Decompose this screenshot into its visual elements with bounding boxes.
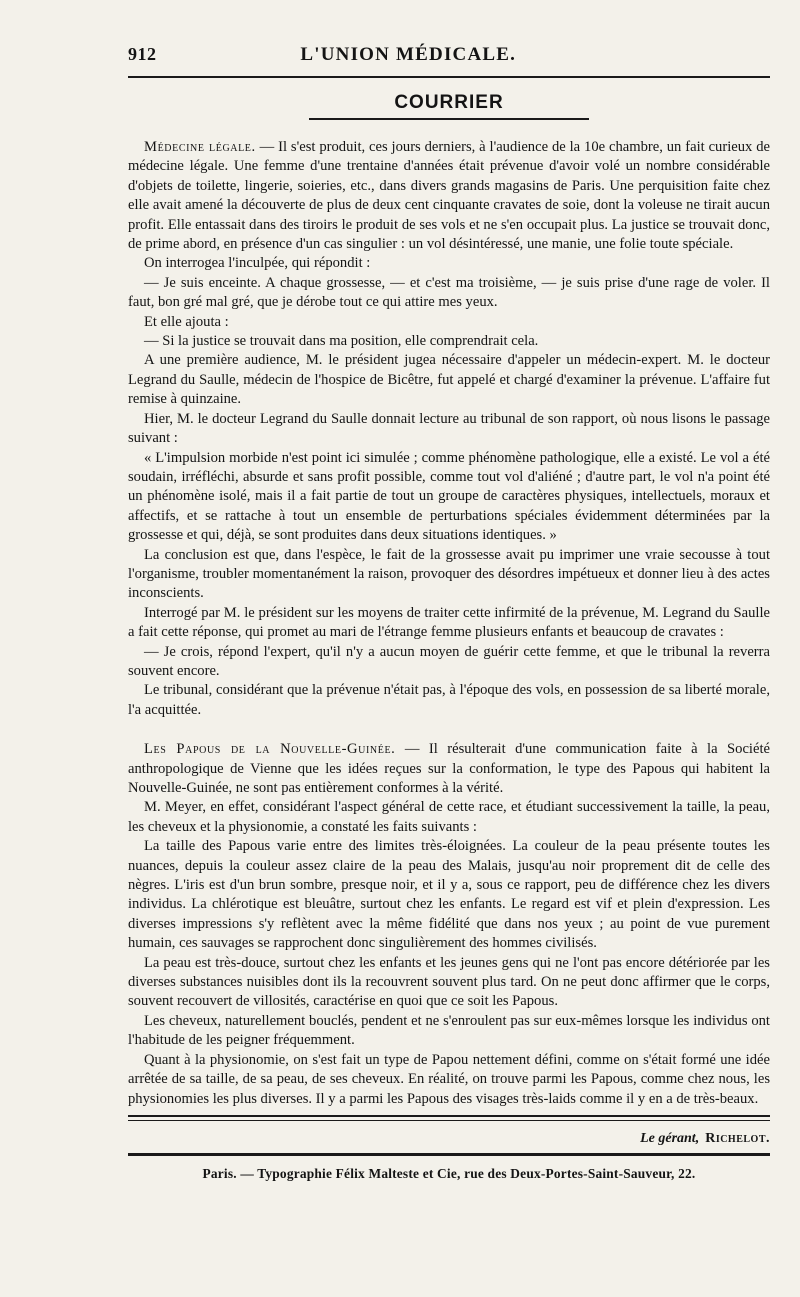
page-header bbox=[128, 44, 770, 74]
paragraph: — Si la justice se trouvait dans ma position, elle comprendrait cela. bbox=[144, 333, 539, 350]
paragraph-text: — Il s'est produit, ces jours derniers, à l'audience de la 10e chambre, un fait curieux de médecine légale. Une femme d'une trentaine d'années était prévenue d'avoir volé un nombre considérable d'objets de toilette, lingerie, soieries, etc., dans divers grands magasins de Paris. Une perquisition faite chez elle avait amené la découverte de plus de deux cent cinquante cravates de soie, dont la voleuse ne tirait aucun profit. Elle entassait dans des tiroirs le produit de ses vols et ne s'en occupait plus. La justice se trouvait donc, de prime abord, en présence d'un cas singulier : un vol désintéressé, une manie, une folie toute spéciale. bbox=[128, 139, 770, 253]
paragraph: Les cheveux, naturellement bouclés, pendent et ne s'enroulent pas sur eux-mêmes lorsque les individus ont l'habitude de les peigner fréquemment. bbox=[128, 1012, 770, 1049]
paragraph: — Je crois, répond l'expert, qu'il n'y a aucun moyen de guérir cette femme, et que le tribunal la reverra souvent encore. bbox=[128, 643, 770, 679]
paragraph: A une première audience, M. le président jugea nécessaire d'appeler un médecin-expert. M. le docteur Legrand du Saulle, médecin de l'hospice de Bicêtre, fut appelé et chargé d'examiner la prévenue. L'affaire fut remise à quinzaine. bbox=[128, 352, 770, 408]
title-rule bbox=[309, 118, 589, 120]
paragraph: Quant à la physionomie, on s'est fait un type de Papou nettement défini, comme on s'était formé une idée arrêtée de sa taille, de sa peau, de ses cheveux. En réalité, on trouve parmi les Papous, comme chez nous, les physionomies les plus diverses. Il y a parmi les Papous des visages très-laids comme il y en a de très-beaux. bbox=[128, 1051, 770, 1107]
paragraph: La taille des Papous varie entre des limites très-éloignées. La couleur de la peau présente toutes les nuances, depuis la couleur assez claire de la peau des Malais, jusqu'au noir proprement dit de celle des nègres. L'iris est d'un brun sombre, presque noir, et il y a, sous ce rapport, peu de différence chez les divers individus. La chlérotique est bleuâtre, surtout chez les enfants. Le regard est vif et plein d'expression. Les diverses impressions s'y reflètent avec la même fidélité que dans nos yeux ; au point de vue purement humain, ces sauvages se rapprochent donc singulièrement des hommes civilisés. bbox=[128, 838, 770, 952]
article-body bbox=[128, 138, 770, 1109]
journal-title: L'UNION MÉDICALE. bbox=[300, 44, 517, 65]
section-title: COURRIER bbox=[394, 92, 504, 113]
imprint-rule bbox=[128, 1153, 770, 1156]
paragraph: Le tribunal, considérant que la prévenue n'était pas, à l'époque des vols, en possession de sa liberté morale, l'a acquittée. bbox=[128, 682, 770, 718]
paragraph bbox=[128, 740, 770, 798]
paragraph: La peau est très-douce, surtout chez les enfants et les jeunes gens qui ne l'ont pas encore détériorée par les diverses substances nuisibles dont ils la recouvrent souvent plus tard. On ne peut donc affirmer que le corps, souvent recouvert de villosités, caractérise en quoi que ce soit les Papous. bbox=[128, 954, 770, 1010]
gerant-name: Richelot. bbox=[705, 1130, 770, 1146]
quoted-report: « L'impulsion morbide n'est point ici simulée ; comme phénomène pathologique, elle a existé. Le vol a été soudain, irréfléchi, absurde et sans profit possible, comme tout vol d'aliéné ; d'autre part, le vol n'a point été un phénomène isolé, mais il a fait partie de tout un groupe de caractères physiques, intellectuels, moraux et affectifs, et se rattache à tout un ensemble de perturbations spéciales évidemment déterminées par la grossesse et qui, déjà, se sont produites dans deux situations identiques. » bbox=[128, 449, 770, 544]
paragraph: — Je suis enceinte. A chaque grossesse, — et c'est ma troisième, — je suis prise d'une rage de voler. Il faut, bon gré mal gré, que je dérobe tout ce qui attire mes yeux. bbox=[128, 274, 770, 311]
item-heading: Médecine légale. bbox=[144, 139, 256, 155]
end-rule bbox=[128, 1115, 770, 1117]
paragraph bbox=[128, 138, 770, 254]
header-rule bbox=[128, 76, 770, 78]
paragraph: La conclusion est que, dans l'espèce, le fait de la grossesse avait pu imprimer une vraie secousse à tout l'organisme, troubler momentanément la raison, provoquer des désordres impétueux et donner lieu à des actes inconscients. bbox=[128, 546, 770, 602]
paragraph: Interrogé par M. le président sur les moyens de traiter cette infirmité de la prévenue, M. Legrand du Saulle a fait cette réponse, qui promet au mari de l'étrange femme plusieurs enfants et beaucoup de cravates : bbox=[128, 604, 770, 641]
paragraph: Hier, M. le docteur Legrand du Saulle donnait lecture au tribunal de son rapport, où nous lisons le passage suivant : bbox=[128, 410, 770, 447]
paragraph: M. Meyer, en effet, considérant l'aspect général de cette race, et étudiant successivement la taille, la peau, les cheveux et la physionomie, a constaté les faits suivants : bbox=[128, 799, 770, 835]
end-rule-thin bbox=[128, 1120, 770, 1121]
item-heading: Les Papous de la Nouvelle-Guinée. bbox=[144, 741, 396, 758]
paragraph-text: — Il résulterait d'une communication faite à la Société anthropologique de Vienne que les idées reçues sur la conformation, le type des Papous qui habitent la Nouvelle-Guinée, ne sont pas entièrement conformes à la vérité. bbox=[128, 741, 770, 796]
item-spacer bbox=[128, 720, 770, 740]
printer-imprint: Paris. — Typographie Félix Malteste et Cie, rue des Deux-Portes-Saint-Sauveur, 22. bbox=[202, 1165, 696, 1181]
paragraph: Et elle ajouta : bbox=[144, 313, 229, 330]
paragraph: On interrogea l'inculpée, qui répondit : bbox=[144, 255, 371, 272]
gerant-label: Le gérant, bbox=[640, 1130, 700, 1146]
page-number: 912 bbox=[128, 44, 157, 64]
gerant-line bbox=[128, 1131, 770, 1147]
